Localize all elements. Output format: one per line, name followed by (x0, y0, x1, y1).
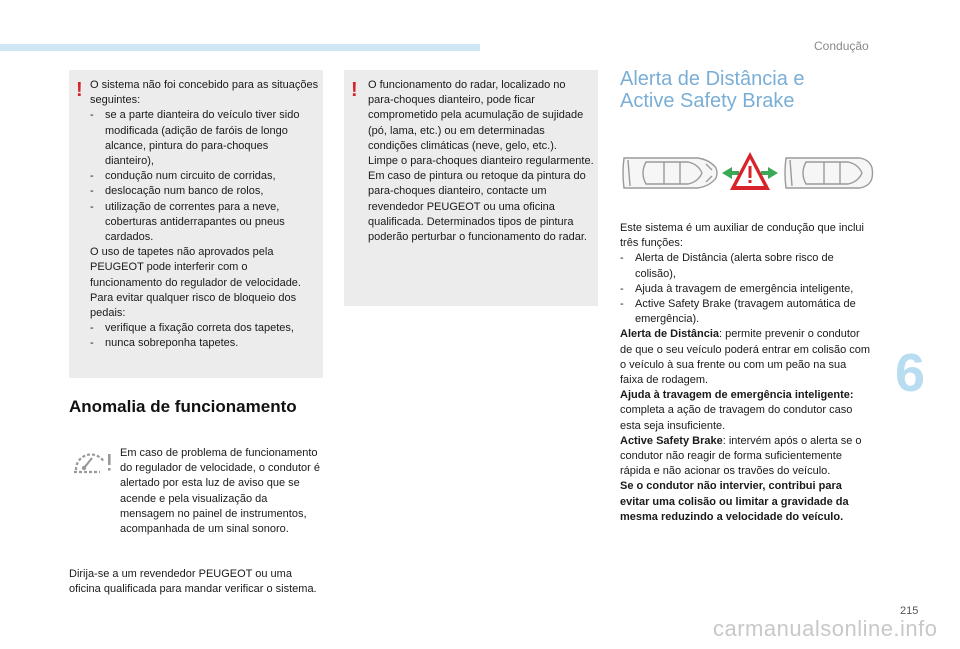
section-heading (620, 68, 805, 112)
section-label: Condução (814, 39, 869, 53)
list-item: - deslocação num banco de rolos, (90, 184, 320, 199)
definition: : permite prevenir o condutor de que o seu veículo poderá entrar em colisão com o veículo à sua frente ou com um peão na sua faixa de rodagem. (620, 328, 871, 387)
list-item: - condução num circuito de corridas, (90, 169, 320, 184)
paragraph (620, 388, 872, 434)
list-item: - Ajuda à travagem de emergência inteligente, (620, 282, 872, 297)
exclamation-icon: ! (351, 79, 358, 101)
chapter-number: 6 (895, 343, 926, 403)
definition: : intervém após o alerta se o condutor não reagir de forma suficientemente rápida e não acionar os travões do veículo. (620, 434, 862, 478)
paragraph (620, 479, 872, 525)
paragraph: Este sistema é um auxiliar de condução que inclui três funções: (620, 222, 864, 250)
paragraph: O uso de tapetes não aprovados pela PEUGEOT pode interferir com o funcionamento do regulador de velocidade. (90, 246, 301, 289)
paragraph: O sistema não foi concebido para as situações seguintes: (90, 79, 319, 107)
list-item: - Alerta de Distância (alerta sobre risco de colisão), (620, 251, 872, 281)
heading-line: Active Safety Brake (620, 90, 795, 112)
list-item: - se a parte dianteira do veículo tiver sido modificada (adição de faróis de longo alcance, pintura do para-choques dianteiro), (90, 108, 320, 169)
heading-line: Alerta de Distância e (620, 68, 805, 90)
car-icon (623, 158, 717, 188)
anomaly-footer: Dirija-se a um revendedor PEUGEOT ou uma oficina qualificada para mandar verificar o sistema. (69, 568, 317, 596)
paragraph (620, 434, 872, 480)
exclamation-icon: ! (76, 79, 83, 101)
section-heading: Anomalia de funcionamento (69, 397, 297, 416)
list-item: - Active Safety Brake (travagem automática de emergência). (620, 297, 872, 327)
warning-box-text (90, 78, 320, 352)
list-item: - verifique a fixação correta dos tapetes, (90, 321, 320, 336)
anomaly-description: Em caso de problema de funcionamento do regulador de velocidade, o condutor é alertado por esta luz de aviso que se acende e pela visualização da mensagem no painel de instrumentos, acompanhada de um sinal sonoro. (120, 447, 320, 536)
term: Alerta de Distância (620, 328, 720, 341)
collision-illustration (618, 148, 874, 198)
list-item: - utilização de correntes para a neve, coberturas antiderrapantes ou pneus cardados. (90, 200, 320, 246)
page-number: 215 (900, 605, 919, 617)
warning-box-radar (344, 70, 598, 306)
paragraph: Para evitar qualquer risco de bloqueio dos pedais: (90, 291, 297, 320)
list-item: - nunca sobreponha tapetes. (90, 336, 320, 351)
warning-box-cruise (69, 70, 323, 378)
header-accent-bar (0, 44, 480, 51)
paragraph (620, 327, 872, 388)
alert-body (620, 221, 872, 525)
paragraph: O funcionamento do radar, localizado no para-choques dianteiro, pode ficar comprometido pela acumulação de sujidade (pó, lama, etc.) ou em determinadas condições climáticas (neve, gelo, etc.). (368, 79, 584, 152)
paragraph: Limpe o para-choques dianteiro regularmente. (368, 155, 594, 168)
term: Active Safety Brake (620, 434, 723, 447)
paragraph: Em caso de pintura ou retoque da pintura do para-choques dianteiro, contacte um revendedor PEUGEOT ou uma oficina qualificada. Determinados tipos de pintura poderão perturbar o funcionamento do radar. (368, 170, 587, 244)
definition: completa a ação de travagem do condutor caso esta seja insuficiente. (620, 404, 853, 432)
car-icon (785, 158, 873, 188)
speedometer-warning-icon (70, 448, 114, 481)
watermark: carmanualsonline.info (713, 616, 938, 641)
warning-box-text (368, 78, 594, 245)
conclusion: Se o condutor não intervier, contribui para evitar uma colisão ou limitar a gravidade da mesma reduzindo a velocidade do veículo. (620, 480, 849, 523)
term: Ajuda à travagem de emergência inteligente: (620, 389, 854, 402)
